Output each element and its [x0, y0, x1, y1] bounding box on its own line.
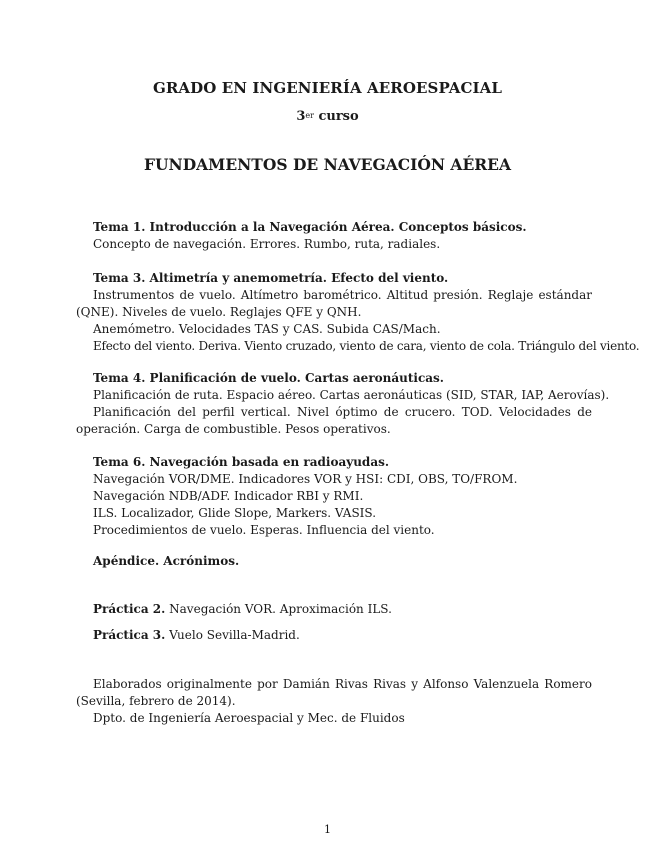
topic-line: Navegación VOR/DME. Indicadores VOR y HSI: CDI, OBS, TO/FROM. [93, 472, 518, 486]
subject-title: FUNDAMENTOS DE NAVEGACIÓN AÉREA [144, 155, 511, 174]
practica-text: Vuelo Sevilla-Madrid. [169, 628, 300, 642]
topic-title: Tema 6. Navegación basada en radioayudas. [93, 455, 390, 469]
topic-title: Tema 3. Altimetría y anemometría. Efecto del viento. [93, 271, 449, 285]
practica-text: Navegación VOR. Aproximación ILS. [169, 602, 392, 616]
topic-1 [76, 219, 592, 253]
degree-title: GRADO EN INGENIERÍA AEROESPACIAL [152, 79, 503, 97]
topic-line: ILS. Localizador, Glide Slope, Markers. VASIS. [93, 506, 377, 520]
practica-label: Práctica 2. [93, 602, 166, 616]
topic-line: Planificación del perfil vertical. Nivel óptimo de crucero. TOD. Velocidades de operación. Carga de combustible. Pesos operativos. [76, 405, 592, 436]
topic-3 [76, 270, 640, 355]
credits-authors: Elaborados originalmente por Damián Rivas Rivas y Alfonso Valenzuela Romero (Sevilla, febrero de 2014). [76, 677, 592, 708]
topic-4 [76, 370, 610, 438]
practica-2 [76, 601, 592, 618]
year-word: curso [318, 109, 359, 124]
topic-line: Efecto del viento. Deriva. Viento cruzado, viento de cara, viento de cola. Triángulo del viento. [93, 339, 640, 353]
topic-line: Anemómetro. Velocidades TAS y CAS. Subida CAS/Mach. [93, 322, 441, 336]
topic-title: Tema 4. Planificación de vuelo. Cartas aeronáuticas. [93, 371, 444, 385]
appendix [76, 553, 592, 570]
year-number: 3 [296, 109, 306, 124]
topic-6 [76, 454, 592, 539]
topic-line: Concepto de navegación. Errores. Rumbo, ruta, radiales. [93, 237, 441, 251]
topic-line: Navegación NDB/ADF. Indicador RBI y RMI. [93, 489, 364, 503]
practica-3 [76, 627, 592, 644]
topic-line: Procedimientos de vuelo. Esperas. Influencia del viento. [93, 523, 435, 537]
year-superscript: er [305, 111, 314, 120]
topic-line: Planificación de ruta. Espacio aéreo. Cartas aeronáuticas (SID, STAR, IAP, Aerovías). [93, 388, 610, 402]
practica-label: Práctica 3. [93, 628, 166, 642]
appendix-title: Apéndice. Acrónimos. [93, 554, 240, 568]
topic-line: Instrumentos de vuelo. Altímetro barométrico. Altitud presión. Reglaje estándar (QNE). Niveles de vuelo. Reglajes QFE y QNH. [76, 288, 592, 319]
topic-title: Tema 1. Introducción a la Navegación Aérea. Conceptos básicos. [93, 220, 527, 234]
credits-department: Dpto. de Ingeniería Aeroespacial y Mec. de Fluidos [93, 711, 405, 725]
course-year [0, 109, 655, 124]
credits [76, 676, 592, 727]
page-number: 1 [324, 823, 331, 836]
